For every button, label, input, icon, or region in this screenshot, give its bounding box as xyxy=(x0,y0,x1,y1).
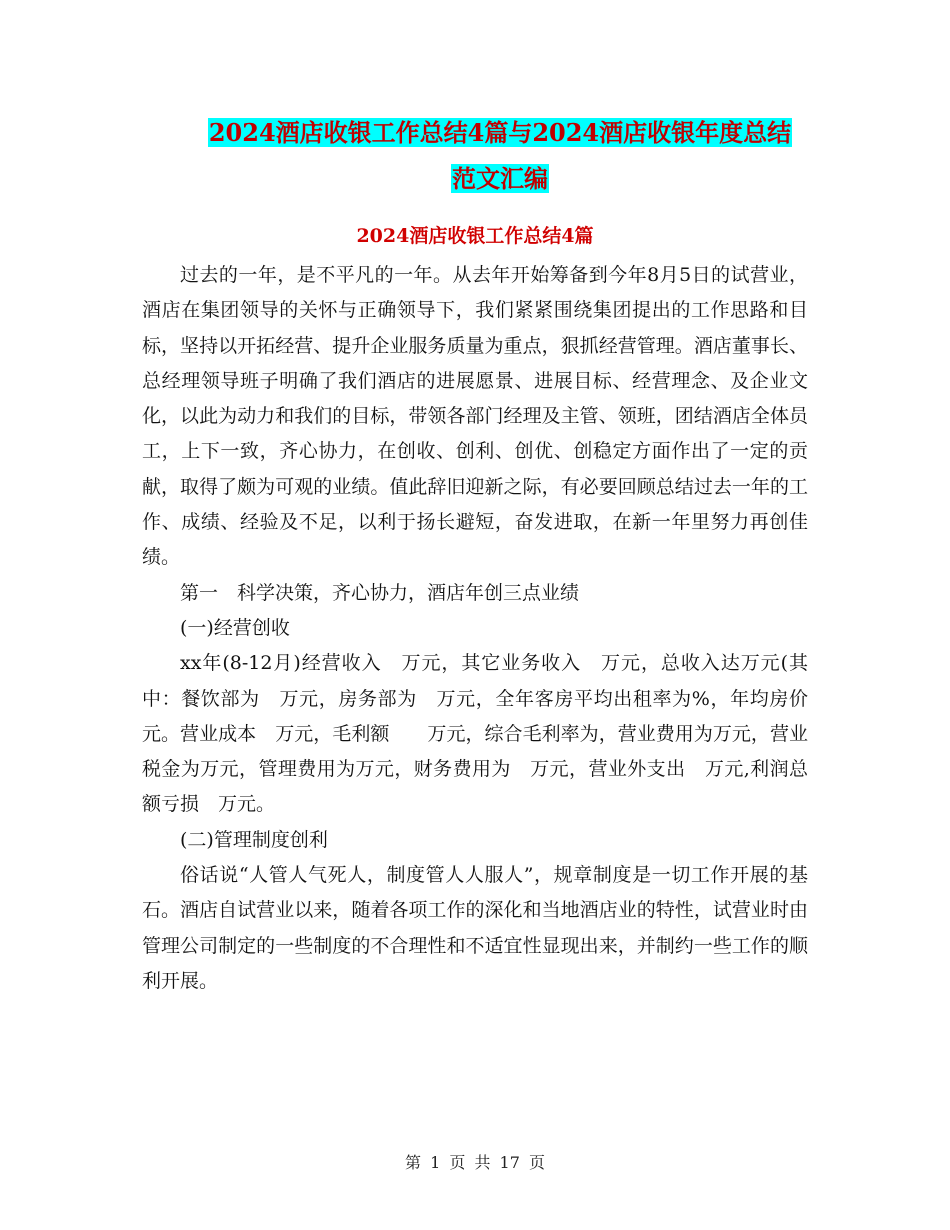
paragraph-rules: 俗话说“人管人气死人，制度管人人服人”，规章制度是一切工作开展的基石。酒店自试营业以来，随着各项工作的深化和当地酒店业的特性，试营业时由管理公司制定的一些制度的不合理性和不适宜性显现出来，并制约一些工作的顺利开展。 xyxy=(142,864,808,992)
document-body xyxy=(142,258,828,999)
document-title-line-1: 2024酒店收银工作总结4篇与2024酒店收银年度总结 xyxy=(208,118,792,147)
document-title xyxy=(140,110,860,202)
section-title: 2024酒店收银工作总结4篇 xyxy=(356,225,594,247)
document-title-line-2: 范文汇编 xyxy=(452,164,548,193)
page-number-footer: 第 1 页 共 17 页 xyxy=(405,1153,545,1172)
paragraph-intro: 过去的一年，是不平凡的一年。从去年开始筹备到今年8月5日的试营业，酒店在集团领导的关怀与正确领导下，我们紧紧围绕集团提出的工作思路和目标，坚持以开拓经营、提升企业服务质量为重点，狠抓经营管理。酒店董事长、总经理领导班子明确了我们酒店的进展愿景、进展目标、经营理念、及企业文化，以此为动力和我们的目标，带领各部门经理及主管、领班，团结酒店全体员工，上下一致，齐心协力，在创收、创利、创优、创稳定方面作出了一定的贡献，取得了颇为可观的业绩。值此辞旧迎新之际，有必要回顾总结过去一年的工作、成绩、经验及不足，以利于扬长避短，奋发进取，在新一年里努力再创佳绩。 xyxy=(142,264,808,569)
paragraph-subheading-operation: (一)经营创收 xyxy=(180,616,290,639)
paragraph-heading-first: 第一 科学决策，齐心协力，酒店年创三点业绩 xyxy=(180,581,580,604)
paragraph-subheading-management: (二)管理制度创利 xyxy=(180,828,328,851)
paragraph-revenue: xx年(8-12月)经营收入 万元，其它业务收入 万元，总收入达万元(其中：餐饮部为 万元，房务部为 万元，全年客房平均出租率为%，年均房价 元。营业成本 万元，毛利额 万元，综合毛利率为，营业费用为万元，营业税金为万元，管理费用为万元，财务费用为 万元，营业外支出 万元,利润总额亏损 万元。 xyxy=(142,652,828,816)
